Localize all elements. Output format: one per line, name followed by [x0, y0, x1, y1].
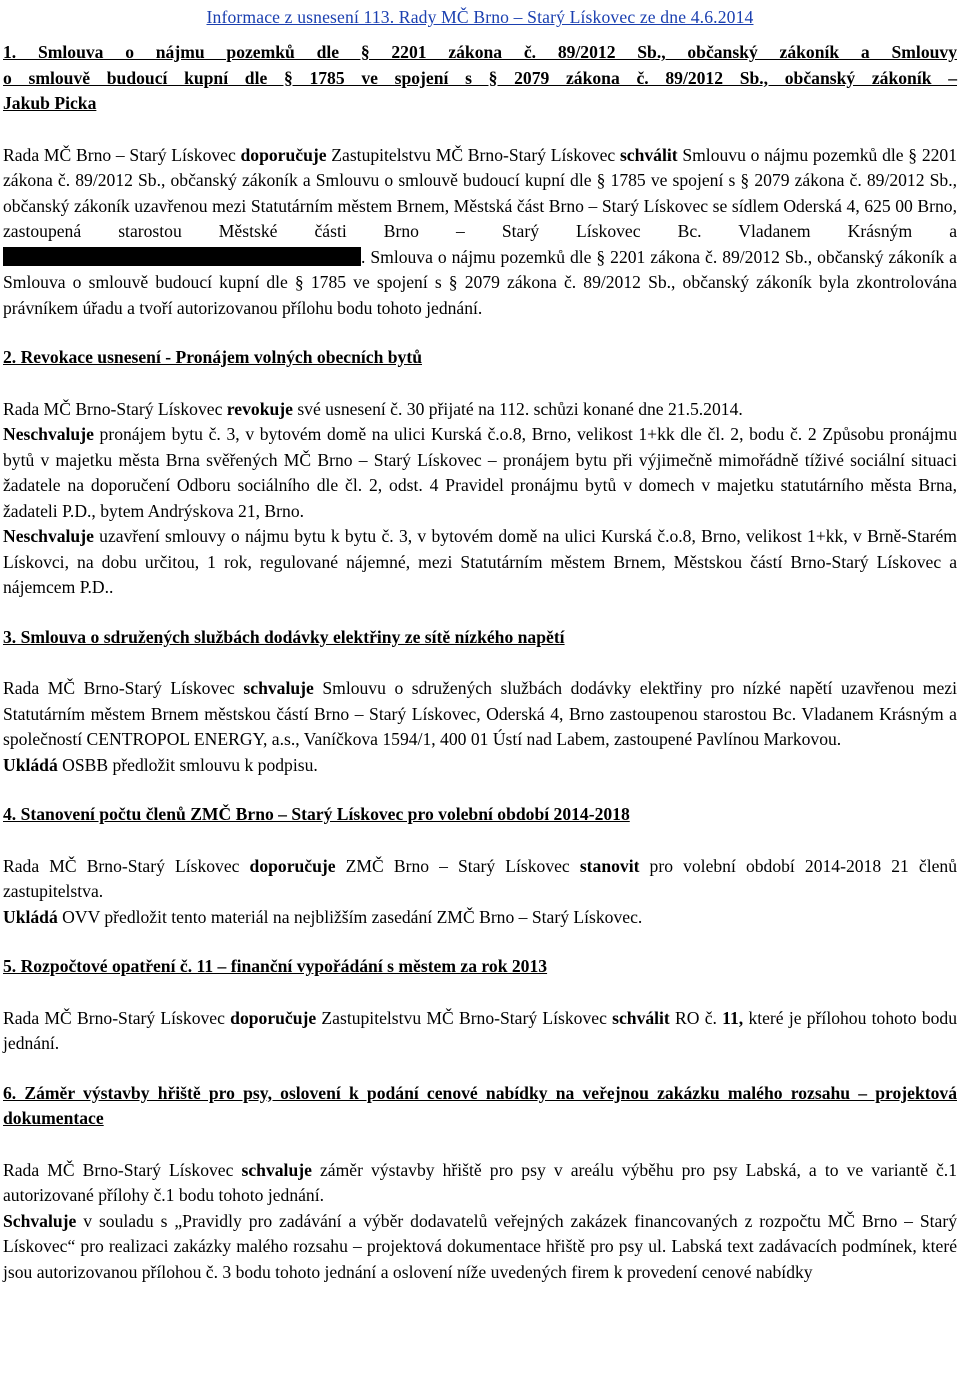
- decision-verb: doporučuje: [240, 144, 327, 165]
- section-5: [3, 954, 957, 1057]
- decision-verb: Neschvaluje: [3, 526, 94, 546]
- text-run: Smlouvu o nájmu pozemků dle § 2201 zákona č. 89/2012 Sb., občanský zákoník a Smlouvu o smlouvě budoucí kupní dle § 1785 ve spojení s § 2079 zákona č. 89/2012 Sb., občanský zákoník uzavřenou mezi Statutárním městem Brnem, Městská část Brno – Starý Lískovec se sídlem Oderská 4, 625 00 Brno, zastoupená starostou Městské části Brno – Starý Lískovec Bc. Vladanem Krásným a: [3, 144, 958, 241]
- text-run: Rada MČ Brno – Starý Lískovec: [3, 144, 241, 165]
- text-run: své usnesení č. 30 přijaté na 112. schůzi konané dne 21.5.2014.: [292, 398, 743, 419]
- decision-verb: schvaluje: [241, 1159, 312, 1180]
- text-run: pronájem bytu č. 3, v bytovém domě na ulici Kurská č.o.8, Brno, velikost 1+kk dle čl. 2, bodu č. 2 Způsobu pronájmu bytů v majetku města Brna svěřených MČ Brno – Starý Lískovec – pronájem bytu při výjimečně mimořádně tíživé sociální situaci žadatele na doporučení Odboru sociálního dle čl. 2, odst. 4 Pravidel pronájmu bytů v domech v majetku statutárního města Brna, žadateli P.D., bytem Andrýskova 21, Brno.: [3, 424, 957, 521]
- section-5-paragraph-1: [3, 1006, 957, 1057]
- text-run: které je přílohou tohoto bodu jednání.: [3, 1007, 958, 1053]
- text-run: pro volební období 2014-2018 21 členů zastupitelstva.: [3, 855, 957, 901]
- budget-measure-number: 11,: [722, 1007, 744, 1028]
- document-header: Informace z usnesení 113. Rady MČ Brno – Starý Lískovec ze dne 4.6.2014: [206, 7, 754, 27]
- section-3: [3, 625, 957, 779]
- section-6-paragraph-1: [3, 1158, 957, 1209]
- section-2-title: 2. Revokace usnesení - Pronájem volných obecních bytů: [3, 347, 422, 367]
- section-2: [3, 345, 957, 601]
- decision-verb: stanovit: [579, 855, 640, 876]
- text-run: Rada MČ Brno-Starý Lískovec: [3, 678, 244, 698]
- text-run: OVV předložit tento materiál na nejbližším zasedání ZMČ Brno – Starý Lískovec.: [57, 906, 643, 927]
- section-1: [3, 40, 957, 321]
- text-run: Rada MČ Brno-Starý Lískovec: [3, 398, 227, 419]
- section-6: [3, 1081, 957, 1286]
- section-2-paragraph-2: [3, 422, 957, 524]
- section-1-title-line-2: o smlouvě budoucí kupní dle § 1785 ve spojení s § 2079 zákona č. 89/2012 Sb., občanský zákoník –: [3, 67, 957, 88]
- decision-verb: revokuje: [226, 398, 293, 419]
- text-run: Rada MČ Brno-Starý Lískovec: [3, 1159, 242, 1180]
- section-2-paragraph-1: [3, 397, 957, 423]
- section-4-title: 4. Stanovení počtu členů ZMČ Brno – Starý Lískovec pro volební období 2014-2018: [3, 804, 630, 824]
- decision-verb: schvaluje: [243, 678, 314, 698]
- section-4-paragraph-2: [3, 905, 957, 931]
- section-6-title: 6. Záměr výstavby hřiště pro psy, oslovení k podání cenové nabídky na veřejnou zakázku malého rozsahu – projektová dokumentace: [3, 1082, 957, 1128]
- text-run: Zastupitelstvu MČ Brno-Starý Lískovec: [316, 1007, 613, 1028]
- redaction-box: [3, 247, 361, 266]
- section-3-title: 3. Smlouva o sdružených službách dodávky elektřiny ze sítě nízkého napětí: [3, 626, 565, 647]
- text-run: Zastupitelstvu MČ Brno-Starý Lískovec: [326, 144, 620, 165]
- section-6-paragraph-2: [3, 1209, 957, 1286]
- text-run: Rada MČ Brno-Starý Lískovec: [3, 1007, 231, 1028]
- text-run: . Smlouva o nájmu pozemků dle § 2201 zákona č. 89/2012 Sb., občanský zákoník a Smlouva o smlouvě budoucí kupní dle § 1785 ve spojení s § 2079 zákona č. 89/2012 Sb., občanský zákoník byla zkontrolována právníkem úřadu a tvoří autorizovanou přílohu bodu tohoto jednání.: [3, 246, 957, 318]
- text-run: Smlouvu o sdružených službách dodávky elektřiny pro nízké napětí uzavřenou mezi Statutárním městem Brnem městskou částí Brno – Starý Lískovec, Oderská 4, Brno zastoupenou starostou Bc. Vladanem Krásným a společností CENTROPOL ENERGY, a.s., Vaníčkova 1594/1, 400 01 Ústí nad Labem, zastoupené Pavlínou Markovou.: [3, 678, 957, 749]
- section-3-paragraph-1: [3, 676, 957, 753]
- decision-verb: schválit: [619, 144, 678, 165]
- decision-verb: Ukládá: [3, 906, 58, 927]
- section-1-paragraph: [3, 143, 957, 322]
- decision-verb: doporučuje: [230, 1007, 317, 1028]
- decision-verb: Schvaluje: [3, 1210, 77, 1231]
- text-run: uzavření smlouvy o nájmu bytu k bytu č. 3, v bytovém domě na ulici Kurská č.o.8, Brno, velikost 1+kk, v Brně-Starém Lískovci, na dobu určitou, 1 rok, regulované nájemné, mezi Statutárním městem Brnem, Městskou částí Brno-Starý Lískovec a nájemcem P.D..: [3, 526, 957, 597]
- text-run: v souladu s „Pravidly pro zadávání a výběr dodavatelů veřejných zakázek financovaných z rozpočtu MČ Brno – Starý Lískovec“ pro realizaci zakázky malého rozsahu – projektová dokumentace hřiště pro psy ul. Labská text zadávacích podmínek, které jsou autorizovanou přílohou č. 3 bodu tohoto jednání a oslovení níže uvedených firem k provedení cenové nabídky: [3, 1210, 957, 1282]
- document-page: [3, 0, 957, 1285]
- section-5-title: 5. Rozpočtové opatření č. 11 – finanční vypořádání s městem za rok 2013: [3, 956, 548, 976]
- text-run: záměr výstavby hřiště pro psy v areálu výběhu pro psy Labská, a to ve variantě č.1 autorizované přílohy č.1 bodu tohoto jednání.: [3, 1159, 958, 1205]
- section-4: [3, 802, 957, 930]
- section-3-paragraph-2: [3, 753, 957, 779]
- text-run: Rada MČ Brno-Starý Lískovec: [3, 855, 250, 876]
- decision-verb: schválit: [612, 1007, 670, 1028]
- text-run: RO č.: [669, 1007, 723, 1028]
- decision-verb: Ukládá: [3, 754, 58, 775]
- decision-verb: doporučuje: [249, 855, 336, 876]
- section-4-paragraph-1: [3, 854, 957, 905]
- section-1-title-line-3: Jakub Picka: [3, 93, 97, 113]
- section-2-paragraph-3: [3, 524, 957, 601]
- decision-verb: Neschvaluje: [3, 424, 94, 444]
- section-1-title-line-1: 1. Smlouva o nájmu pozemků dle § 2201 zákona č. 89/2012 Sb., občanský zákoník a Smlouvy: [3, 42, 957, 62]
- text-run: ZMČ Brno – Starý Lískovec: [335, 855, 580, 876]
- text-run: OSBB předložit smlouvu k podpisu.: [57, 754, 318, 775]
